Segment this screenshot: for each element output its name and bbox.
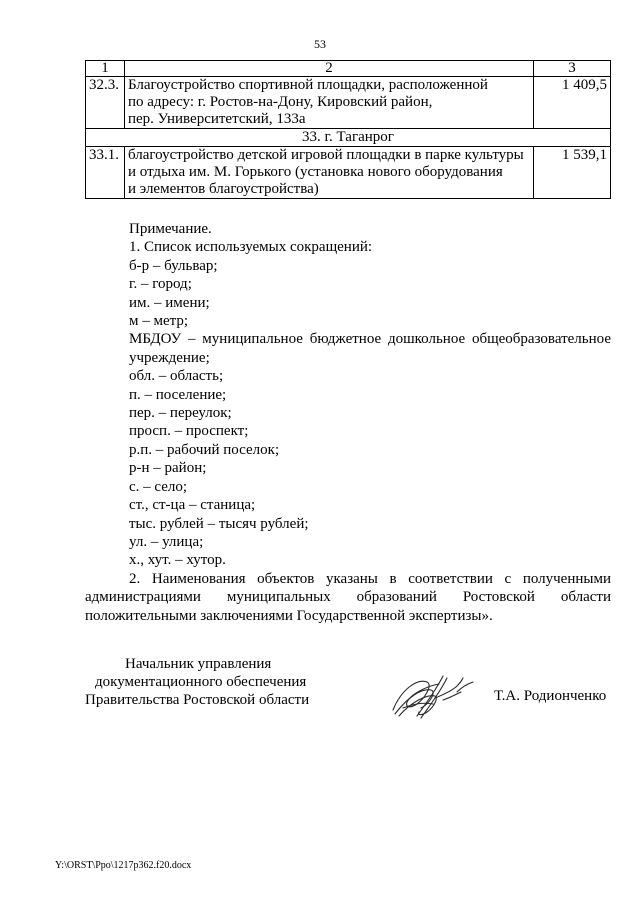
column-header: 1 [86, 61, 125, 77]
section-title: 33. г. Таганрог [86, 129, 611, 147]
abbr-item: обл. – область; [129, 368, 224, 385]
column-header: 2 [125, 61, 534, 77]
abbr-item: просп. – проспект; [129, 423, 249, 440]
abbr-item: тыс. рублей – тысяч рублей; [129, 515, 309, 532]
table-section-row [86, 129, 611, 147]
signer-name: Т.А. Родионченко [494, 688, 607, 704]
row-number: 32.3. [86, 77, 125, 129]
abbr-item: х., хут. – хутор. [129, 552, 226, 569]
abbr-item: р.п. – рабочий поселок; [129, 441, 280, 458]
notes-title: Примечание. [129, 221, 212, 237]
file-path-footer: Y:\ORST\Ppo\1217p362.f20.docx [55, 860, 192, 871]
abbr-item: г. – город; [129, 276, 192, 293]
row-text: благоустройство детской игровой площадки в парке культуры и отдыха им. М. Горького (установка нового оборудования и элементов благоустройства) [125, 147, 534, 199]
row-value: 1 409,5 [534, 77, 611, 129]
notes-list-heading: 1. Список используемых сокращений: [129, 239, 373, 256]
abbr-item: ул. – улица; [129, 533, 204, 550]
signer-title-line: документационного обеспечения [95, 674, 307, 690]
table-row [86, 77, 611, 129]
abbr-item: пер. – переулок; [129, 405, 232, 422]
abbr-item: МБДОУ – муниципальное бюджетное дошкольное общеобразовательное учреждение; [129, 331, 611, 366]
signer-title-line: Правительства Ростовской области [85, 692, 310, 708]
abbr-item: б-р – бульвар; [129, 257, 218, 274]
page-number: 53 [314, 37, 326, 51]
column-header: 3 [534, 61, 611, 77]
abbr-item: ст., ст-ца – станица; [129, 497, 256, 514]
handwritten-signature [387, 668, 477, 726]
row-number: 33.1. [86, 147, 125, 199]
row-text: Благоустройство спортивной площадки, расположенной по адресу: г. Ростов-на-Дону, Кировский район, пер. Университетский, 133а [125, 77, 534, 129]
note-2-line: администрациями муниципальных образований Ростовской области [85, 589, 611, 606]
row-value: 1 539,1 [534, 147, 611, 199]
notes-section [85, 220, 611, 625]
abbr-item: м – метр; [129, 313, 189, 330]
abbr-item: п. – поселение; [129, 386, 227, 403]
signer-title-line: Начальник управления [125, 656, 272, 672]
abbr-item: с. – село; [129, 478, 188, 495]
abbr-item: им. – имени; [129, 294, 210, 311]
note-2-line: 2. Наименования объектов указаны в соответствии с полученными [129, 570, 611, 587]
abbr-item: р-н – район; [129, 460, 207, 477]
objects-table [85, 60, 611, 199]
table-header-row [86, 61, 611, 77]
note-2-line: положительными заключениями Государственной экспертизы». [85, 607, 493, 624]
table-row [86, 147, 611, 199]
